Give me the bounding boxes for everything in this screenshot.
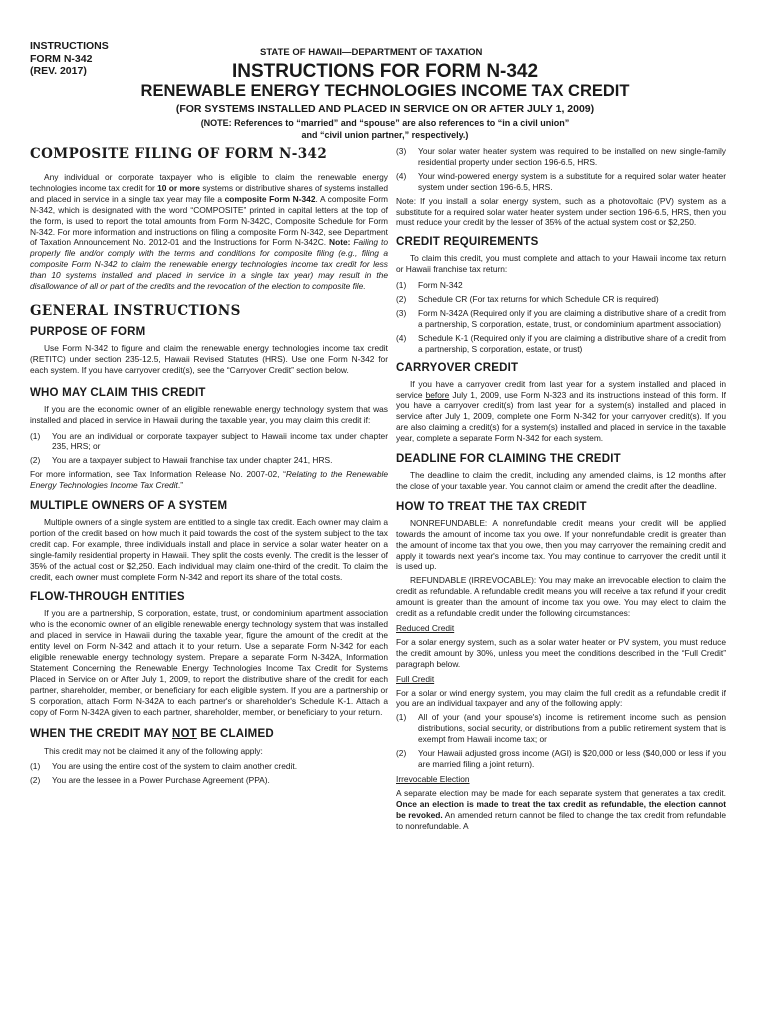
reduced-credit-text: For a solar energy system, such as a solar water heater or PV system, you must reduce the credit amount by 30%, unless you meet the conditions described in the “Full Credit” paragraph below. [396,636,726,669]
composite-note: Failing to properly file and/or comply with the terms and conditions for composite filing (e.g., filing a composite Form N-342 to claim the renewable energy technologies income tax credit for less than 10 systems installed and placed in service in a single tax year) may result in the disallowance of all or part of the credits and the revocation of the election to composite file. [30,237,388,292]
who-more-end: .” [177,480,184,491]
not-claimed-heading-underlined: NOT [172,727,197,740]
refundable-text: REFUNDABLE (IRREVOCABLE): You may make an irrevocable election to claim the credit as refundable. A refundable credit means you will receive a tax refund if your credit amount is greater than the amount of income tax you owe. You may elect to claim the credit as a refundable credit under the following circumstances: [396,575,726,619]
list-item-number: (4) [396,170,407,181]
list-item-text: You are a taxpayer subject to Hawaii franchise tax under chapter 241, HRS. [52,455,333,466]
carryover-text-a: If you have a carryover credit from last year for a system installed and placed in service [396,378,726,400]
form-identifier-line3: (REV. 2017) [30,65,87,77]
list-item [396,748,726,770]
list-item-text: Schedule K-1 (Required only if you are claiming a distributive share of a credit from a partnership, S corporation, estate, or trust) [418,332,726,354]
full-credit-heading: Full Credit [396,673,435,684]
form-identifier-line2: FORM N-342 [30,52,93,65]
list-item-text: All of your (and your spouse's) income is retirement income such as pension distributions, social security, or distributions from a public retirement system that is exempt from Hawaii income tax; or [418,712,726,745]
agency-name: STATE OF HAWAII—DEPARTMENT OF TAXATION [260,47,483,58]
list-item-number: (2) [30,775,41,786]
credit-requirements-heading: CREDIT REQUIREMENTS [396,236,539,249]
right-column [396,146,726,831]
not-claimed-text: This credit may not be claimed it any of the following apply: [44,745,263,756]
who-text: If you are the economic owner of an eligible renewable energy technology system that was installed and placed in service in Hawaii during the taxable year, you may claim this credit if: [30,403,388,425]
list-item-number: (2) [396,294,407,305]
list-item [30,455,388,466]
not-claimed-list-continued [396,146,726,193]
composite-text-a: Any individual or corporate taxpayer who is eligible to claim the renewable energy technologies income tax credit for [30,172,388,193]
purpose-heading: PURPOSE OF FORM [30,325,146,338]
list-item [396,308,726,330]
who-heading: WHO MAY CLAIM THIS CREDIT [30,386,206,399]
multiple-owners-text: Multiple owners of a single system are entitled to a single tax credit. Each owner may claim a portion of the credit based on how much it paid towards the cost of the system subject to the tax credit cap. For example, three individuals install and place in service a solar water heater on a single-family residential property in Hawaii. They split the costs evenly. The credit is the lesser of 35% of the actual cost or $2,250. Each individual may claim one-third of the credit. To claim the credit, each owner must complete Form N-342 and report its share of the total costs. [30,517,388,582]
not-claimed-list [30,761,388,786]
general-heading: GENERAL INSTRUCTIONS [30,302,241,319]
who-list [30,431,388,467]
deadline-text: The deadline to claim the credit, including any amended claims, is 12 months after the close of your taxable year. You cannot claim or amend the credit after the deadline. [396,470,726,491]
credit-requirements-text: To claim this credit, you must complete and attach to your Hawaii income tax return or Hawaii franchise tax return: [396,253,726,275]
list-item-number: (3) [396,307,407,318]
list-item [396,280,726,291]
page-title: INSTRUCTIONS FOR FORM N-342 [231,61,539,82]
list-item-number: (2) [30,455,41,466]
list-item-number: (2) [396,748,407,759]
list-item [396,171,726,193]
left-column [30,146,388,786]
list-item-number: (1) [30,761,41,772]
list-item [30,431,388,453]
irrevocable-election-heading: Irrevocable Election [396,773,470,784]
list-item-text: You are using the entire cost of the system to claim another credit. [52,761,298,772]
list-item-text: Schedule CR (For tax returns for which Schedule CR is required) [418,294,659,305]
not-claimed-heading-a: WHEN THE CREDIT MAY [30,727,173,740]
page-subtitle: RENEWABLE ENERGY TECHNOLOGIES INCOME TAX CREDIT [140,82,630,100]
systems-note: (FOR SYSTEMS INSTALLED AND PLACED IN SERVICE ON OR AFTER JULY 1, 2009) [175,103,595,115]
full-credit-list [396,712,726,770]
composite-text-b: systems or distributive shares of systems installed and placed in service in a single tax year may file a [30,182,389,204]
carryover-text [396,379,726,444]
who-more-info [30,469,388,491]
list-item [396,333,726,355]
flow-through-heading: FLOW-THROUGH ENTITIES [30,591,185,604]
form-identifier-line1: INSTRUCTIONS [30,40,109,52]
reduced-credit-heading: Reduced Credit [396,623,455,633]
list-item-number: (3) [396,146,407,156]
list-item-text: Form N-342 [418,280,463,291]
civil-union-note-line2: and “civil union partner,” respectively.) [301,129,469,140]
full-credit-text: For a solar or wind energy system, you may claim the full credit as a refundable credit if you are an individual taxpayer and any of the following apply: [396,687,726,709]
carryover-text-underlined: before [425,389,450,400]
carryover-heading: CARRYOVER CREDIT [396,361,519,374]
composite-text-bold: 10 or more [157,182,200,193]
civil-union-note [0,118,770,141]
list-item-number: (1) [396,280,407,291]
civil-union-note-line1: (NOTE: References to “married” and “spouse” are also references to “in a civil union” [200,118,570,128]
list-item-text: Form N-342A (Required only if you are claiming a distributive share of a credit from a partnership, S corporation, estate, trust, or condominium apartment association) [418,307,726,329]
list-item [396,294,726,305]
list-item-number: (1) [396,712,407,723]
list-item [30,775,388,786]
composite-heading: COMPOSITE FILING OF FORM N-342 [30,146,328,162]
list-item [396,712,726,745]
who-more-text: For more information, see Tax Information Release No. 2007-02, “ [30,469,286,480]
purpose-text: Use Form N-342 to figure and claim the renewable energy technologies income tax credit (RETITC) under section 235-12.5, Hawaii Revised Statutes (HRS). Use one Form N-342 for each system. If you have carryover credit(s), see the “Carryover Credit” section below. [30,342,388,375]
list-item [396,146,726,168]
nonrefundable-text: NONREFUNDABLE: A nonrefundable credit means your credit will be applied towards the amount of income tax you owe. If your nonrefundable credit is greater than the amount of income tax that you owe, then you may carryover the remaining credit and apply it towards next year's income tax. You may continue to carryover the credit until it is used up. [396,517,726,572]
list-item-text: Your wind-powered energy system is a substitute for a required solar water heater system under section 196-6.5, HRS. [418,170,726,192]
credit-requirements-list [396,280,726,354]
carryover-text-b: July 1, 2009, use Form N-323 and its instructions instead of this form. If you have a carryover credit(s) from last year for a system(s) installed and placed in service after July 1, 2009, complete one Form N-342 for your carryover credit(s). If you are also claiming a credit(s) for a system(s) installed and placed in service in the taxable year, complete a separate Form N-342 for each system. [396,389,726,444]
who-more-italic: Relating to the Renewable Energy Technologies Income Tax Credit [30,469,388,491]
composite-text-c: . A composite Form N-342, which is designated with the word “COMPOSITE” printed in capital letters at the top of the form, is used to report the total amounts from Form N-342C, Composite Schedule for Form N-342. For more information and instructions on filing a composite Form N-342, see Department of Taxation Announcement No. 2012-01 and the Instructions for Form N-342C. [30,193,388,248]
list-item-number: (1) [30,430,41,441]
irrevocable-text-a: A separate election may be made for each separate system that generates a tax credit. [396,787,726,798]
treat-credit-heading: HOW TO TREAT THE TAX CREDIT [396,500,587,513]
multiple-owners-heading: MULTIPLE OWNERS OF A SYSTEM [30,500,228,513]
pv-substitute-note: Note: If you install a solar energy system, such as a photovoltaic (PV) system as a substitute for a required solar water heater system under section 196-6.5, HRS, then you must reduce your credit by the lesser of 35% of the actual system cost or $2,250. [396,195,726,228]
list-item [30,761,388,772]
list-item-text: You are the lessee in a Power Purchase Agreement (PPA). [52,775,270,786]
irrevocable-text-b: An amended return cannot be filed to change the tax credit from refundable to nonrefundable. A [396,809,726,831]
composite-paragraph [30,172,388,292]
not-claimed-heading-b: BE CLAIMED [196,727,274,740]
composite-text-bold2: composite Form N-342 [224,193,316,204]
list-item-text: You are an individual or corporate taxpayer subject to Hawaii income tax under chapter 235, HRS; or [52,430,388,452]
flow-through-text: If you are a partnership, S corporation, estate, trust, or condominium apartment association who is the economic owner of an eligible renewable energy technology system that was installed and placed in service in Hawaii during the taxable year, figure the amount of the credit at the entity level on Form N-342 and attach it to your return. Use a separate Form N-342 for each eligible renewable energy technology system. Prepare a separate Form N-342A, Information Statement Concerning the Renewable Energy Technologies Income Tax Credit for Systems Placed in Service on or After July 1, 2009, to report the distributive share of the credit for each partner, shareholder, member, or beneficiary for each eligible system. If you are a partnership or S corporation, attach Form N-342A to each partner's or shareholder's Schedule K-1. Attach a copy of Form N-342A given to each partner, shareholder, member, or beneficiary to your return. [30,608,388,717]
irrevocable-text-bold: Once an election is made to treat the tax credit as refundable, the election cannot be revoked. [396,798,726,820]
list-item-number: (4) [396,332,407,343]
not-claimed-heading [30,728,388,740]
list-item-text: Your Hawaii adjusted gross income (AGI) is $20,000 or less ($40,000 or less if you are married filing a joint return). [418,748,726,769]
irrevocable-election-text [396,788,726,832]
deadline-heading: DEADLINE FOR CLAIMING THE CREDIT [396,453,621,466]
list-item-text: Your solar water heater system was required to be installed on new single-family residential property under section 196-6.5, HRS. [418,146,726,167]
composite-note-label: Note: [329,237,351,248]
